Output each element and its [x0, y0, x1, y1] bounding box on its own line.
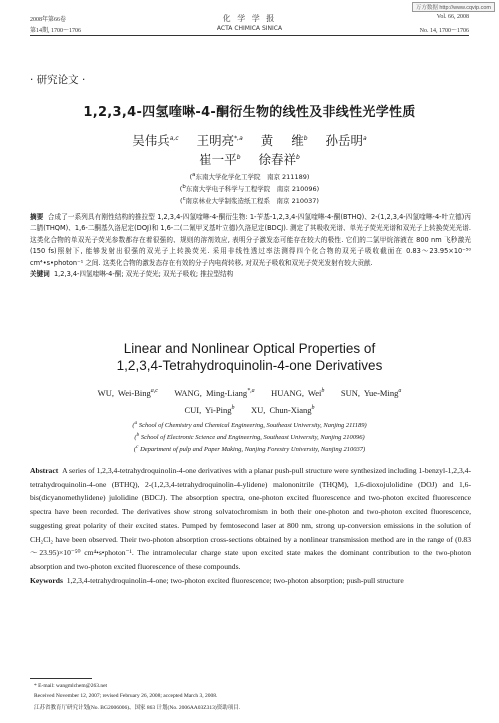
- author-name: XU, Chun-Xiang$^b$: [250, 405, 315, 415]
- abstract-cn-text: 合成了一系列具有刚性结构的推拉型 1,2,3,4-四氢喹啉-4-酮衍生物: 1-苄基-1,2,3,4-四氢喹啉-4-酮(BTHQ)、2-(1,2,3,4-四氢喹啉-4-叶立德)丙二腈(THQM)、1,6-二酮基久洛尼定(DOJ)和 1,6-二(二氰甲叉基叶立德)久洛尼定(BDCJ). 测定了其吸收光谱、单光子荧光光谱和双光子上转换荧光光谱. 这类化合物的单双光子荧光参数都存在着很强的、规则的溶剂效应, 表明分子激发态可能存在较大的极性. 它们的二氯甲烷溶液在 800 nm 飞秒激光(150 fs)照射下, 能够发射出很强的双光子上转换荧光. 采用非线性透过率法测得四个化合物的双光子吸收截面在 0.83～23.95×10⁻⁵⁰ cm⁴•s•photon⁻¹ 之间. 这类化合物的激发态存在有效的分子内电荷转移, 对双光子吸收和双光子荧光发射有较大贡献.: [30, 213, 471, 267]
- abstract-en-label: Abstract: [30, 466, 59, 475]
- affiliation-cn: ($^c$南京林业大学制浆造纸工程系 南京 210037): [180, 196, 319, 206]
- affiliation-en: ($^a$ School of Chemistry and Chemical Engineering, Southeast University, Nanjing 211189): [132, 420, 367, 430]
- header-pages: 第14期, 1700～1706: [30, 28, 82, 34]
- header-rule: [30, 35, 469, 36]
- author-name: HUANG, Wei$^b$: [271, 388, 325, 398]
- footnote-rule: [30, 678, 92, 679]
- footnote-funding: 江苏省教育厅研究计划(No. BG2006006)、国家 863 计划(No. 2006AA03Z313)资助项目.: [34, 705, 241, 711]
- footnote-email: * E-mail: wangmlchem@263.net: [34, 683, 108, 689]
- affiliation-cn: ($^b$东南大学电子科学与工程学院 南京 210096): [179, 184, 320, 194]
- authors-en-line2: [0, 405, 499, 415]
- header-volume: Vol. 66, 2008: [436, 14, 469, 20]
- affiliation-cn: ($^a$东南大学化学化工学院 南京 211189): [189, 172, 310, 182]
- abstract-en-text: A series of 1,2,3,4-tetrahydroquinolin-4-one derivatives with a planar push-pull structure were synthesized including 1-benzyl-1,2,3,4-tetrahydroquinolin-4-one (BTHQ), 2-(1,2,3,4-tetrahydroquinolin-4-ylidene) malononitrile (THQM), 1,6-dioxojulolidine (DOJ) and 1,6-bis(dicyanomethylidene) julolidine (BDCJ). The absorption spectra, one-photon excited fluorescence and two-photon excited fluorescence spectra have been recorded. The derivatives show strong solvatochromism in both their one-photon and two-photon excited fluorescence, suggesting great polarity of their excited states. Pumped by femtosecond laser at 800 nm, strong up-conversion emissions in the solution of CH₂Cl₂ have been observed. Their two-photon absorption cross-sections obtained by a nonlinear transmission method are in the range of (0.83～23.95)×10⁻⁵⁰ cm⁴•s•photon⁻¹. The intramolecular charge state upon excited state makes the dominant contribution to the two-photon absorption and two-photon excited fluorescence of these compounds.: [30, 466, 472, 571]
- author-name: 徐春祥$^b$: [258, 152, 300, 167]
- author-name: SUN, Yue-Ming$^a$: [340, 388, 402, 398]
- authors-en-line1: [0, 388, 499, 398]
- journal-name-en: ACTA CHIMICA SINICA: [216, 25, 283, 32]
- author-name: 黄 维$^b$: [260, 133, 308, 148]
- section-label: · 研究论文 ·: [30, 74, 86, 86]
- article-title-en: Linear and Nonlinear Optical Properties of 1,2,3,4-Tetrahydroquinolin-4-one Derivatives: [116, 341, 383, 373]
- journal-name-cn: 化 学 学 报: [222, 14, 277, 23]
- keywords-cn-label: 关键词: [30, 270, 50, 279]
- abstract-cn: [30, 212, 471, 280]
- keywords-cn-text: 1,2,3,4-四氢喹啉-4-酮; 双光子荧光; 双光子吸收; 推拉型结构: [53, 270, 234, 279]
- abstract-cn-label: 摘要: [30, 213, 44, 221]
- keywords-en-label: Keywords: [30, 575, 63, 585]
- source-stamp: 万方数据 http://www.cqvip.com: [412, 2, 495, 12]
- author-name: WANG, Ming-Liang$^{*,a}$: [174, 388, 255, 398]
- article-title-cn: 1,2,3,4-四氢喹啉-4-酮衍生物的线性及非线性光学性质: [83, 105, 416, 120]
- author-name: 王明亮$^{*,a}$: [196, 133, 243, 148]
- header-number: No. 14, 1700～1706: [419, 28, 469, 34]
- authors-cn-line1: [0, 131, 499, 149]
- affiliation-en: ($^c$ Department of pulp and Paper Making, Nanjing Forestry University, Nanjing 210037): [133, 444, 366, 454]
- affiliation-en: ($^b$ School of Electronic Science and Engineering, Southeast University, Nanjing 210096): [134, 432, 365, 442]
- author-name: 崔一平$^b$: [199, 152, 241, 167]
- author-name: CUI, Yi-Ping$^b$: [184, 405, 235, 415]
- author-name: WU, Wei-Bing$^{a,c}$: [97, 388, 158, 398]
- keywords-en-text: 1,2,3,4-tetrahydroquinolin-4-one; two-photon excited fluorescence; two-photon absorption; push-pull structure: [66, 575, 404, 585]
- footnote-received: Received November 12, 2007; revised February 26, 2008; accepted March 3, 2008.: [34, 693, 218, 699]
- author-name: 吴伟兵$^{a,c}$: [132, 133, 179, 148]
- author-name: 孙岳明$^a$: [325, 133, 367, 148]
- authors-cn-line2: [0, 150, 499, 168]
- header-issue: 2008年第66卷: [30, 17, 67, 23]
- abstract-en: [30, 464, 471, 587]
